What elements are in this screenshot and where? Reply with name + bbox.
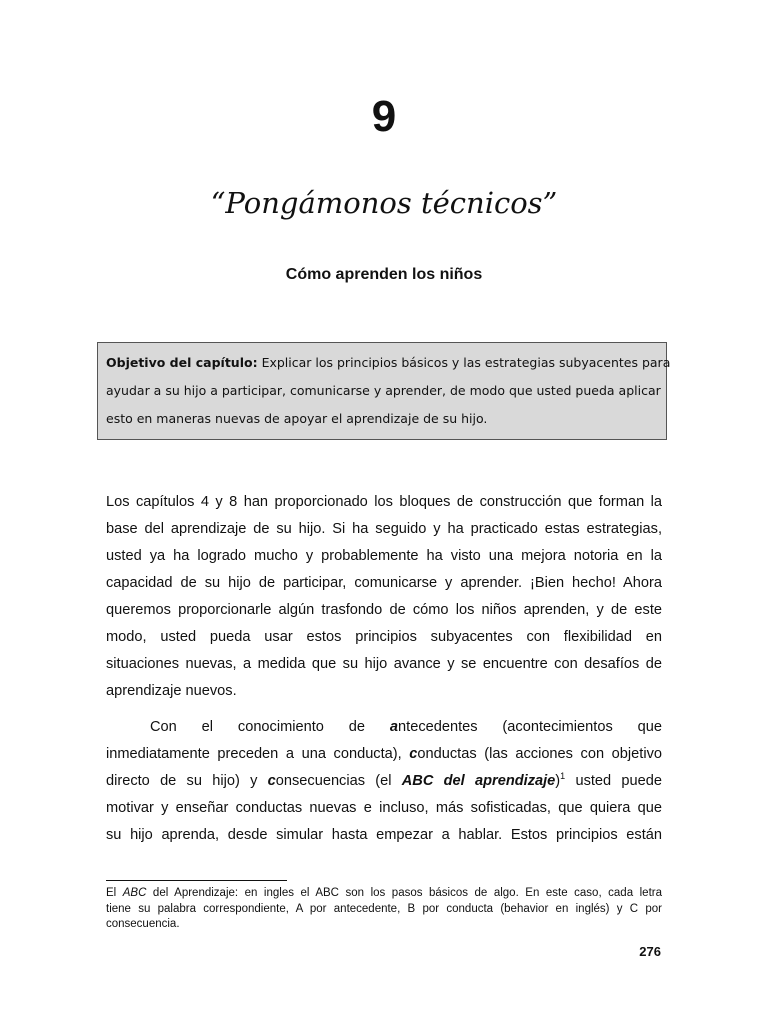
paragraph-1 [106, 489, 662, 705]
emphasis-letter: c [409, 746, 418, 762]
paragraph-2-line-3 [106, 768, 662, 795]
paragraph-1-line: aprendizaje nuevos. [106, 683, 237, 699]
chapter-objective-box [97, 342, 671, 440]
paragraph-1-line: base del aprendizaje de su hijo. Si ha seguido y ha practicado estas estrategias, [106, 521, 662, 537]
paragraph-1-line: capacidad de su hijo de participar, comunicarse y aprender. ¡Bien hecho! Ahora [106, 575, 662, 591]
footnote-abc-term: ABC [122, 887, 147, 899]
text-segment: El [106, 887, 123, 899]
emphasis-letter: a [389, 719, 399, 735]
paragraph-1-line: situaciones nuevas, a medida que su hijo avance y se encuentre con desafíos de [106, 656, 662, 672]
text-segment: ) [555, 773, 561, 789]
footnote-reference[interactable]: 1 [560, 771, 566, 782]
paragraph-2-line-2 [106, 741, 662, 768]
paragraph-1-line: modo, usted pueda usar estos principios subyacentes con flexibilidad en [106, 629, 662, 645]
text-segment: inmediatamente preceden a una conducta), [106, 746, 410, 762]
text-segment: Con el conocimiento de [150, 719, 390, 735]
chapter-number: 9 [371, 92, 397, 141]
objective-line-1 [106, 349, 671, 377]
objective-line-2: ayudar a su hijo a participar, comunicarse y aprender, de modo que usted pueda aplicar [106, 383, 661, 398]
paragraph-2 [106, 714, 662, 849]
text-segment: usted puede [565, 773, 662, 789]
text-segment: directo de su hijo) y [106, 773, 268, 789]
paragraph-2-line-5: su hijo aprenda, desde simular hasta empezar a hablar. Estos principios están [106, 827, 662, 843]
text-segment: onductas (las acciones con objetivo [417, 746, 662, 762]
text-segment: ntecedentes (acontecimientos que [398, 719, 662, 735]
footnote-line-3: consecuencia. [106, 918, 180, 930]
abc-term: ABC del aprendizaje [401, 773, 556, 789]
paragraph-2-line-4: motivar y enseñar conductas nuevas e incluso, más sofisticadas, que quiera que [106, 800, 662, 816]
emphasis-letter: c [267, 773, 276, 789]
footnote-line-1 [106, 886, 662, 902]
text-segment: onsecuencias (el [275, 773, 402, 789]
paragraph-1-line: queremos proporcionarle algún trasfondo de cómo los niños aprenden, y de este [106, 602, 662, 618]
footnote [106, 886, 662, 933]
footnote-line-2: tiene su palabra correspondiente, A por antecedente, B por conducta (behavior en inglés) y C por [106, 902, 662, 915]
footnote-divider [106, 880, 287, 881]
objective-label: Objetivo del capítulo: [106, 355, 258, 370]
paragraph-2-line-1 [106, 714, 662, 741]
objective-text-1: Explicar los principios básicos y las estrategias subyacentes para [261, 355, 671, 370]
paragraph-1-line: Los capítulos 4 y 8 han proporcionado los bloques de construcción que forman la [106, 494, 662, 510]
chapter-subtitle: Cómo aprenden los niños [285, 266, 483, 283]
text-segment: del Aprendizaje: en ingles el ABC son los pasos básicos de algo. En este caso, cada letra [146, 887, 662, 899]
objective-line-3: esto en maneras nuevas de apoyar el aprendizaje de su hijo. [106, 411, 488, 426]
paragraph-1-line: usted ya ha logrado mucho y probablemente ha visto una mejora notoria en la [106, 548, 662, 564]
page-number: 276 [639, 944, 661, 959]
chapter-title: “Pongámonos técnicos” [210, 186, 558, 220]
